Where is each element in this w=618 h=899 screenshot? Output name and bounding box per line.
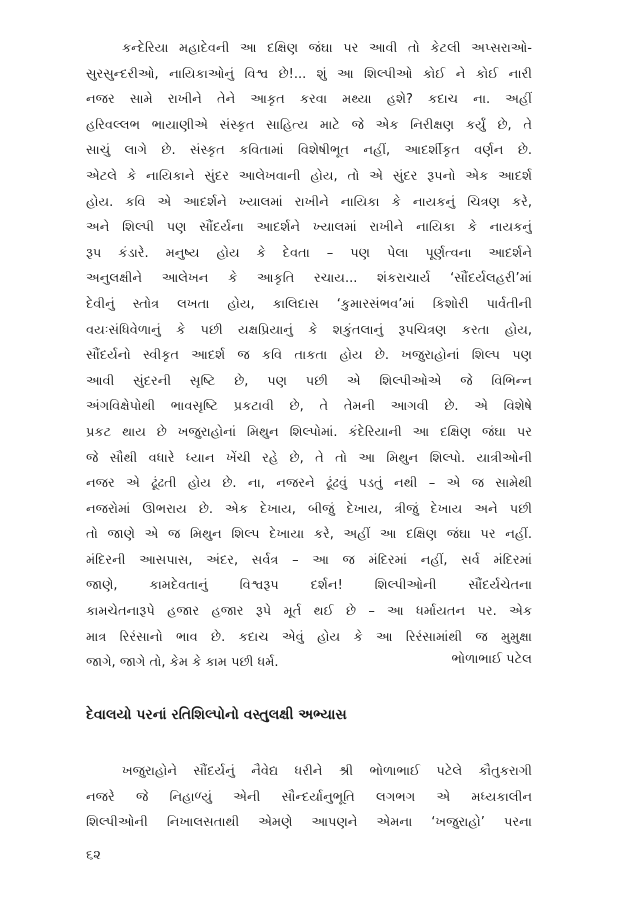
body-paragraph [86, 36, 532, 676]
section-heading: દેવાલયો પરનાં રતિશિલ્પોનો વસ્તુલક્ષી અભ્યાસ [86, 707, 347, 723]
text-line: હરિવલ્લભ ભાયાણીએ સંસ્કૃત સાહિત્ય માટે જે એક નિરીક્ષણ કર્યું છે, તે [86, 117, 532, 133]
author-signature: ભોળાભાઈ પટેલ [451, 652, 532, 667]
text-line: ખજુરાહોને સૌંદર્યનું નૈવેદ્ય ધરીને શ્રી ભોળાભાઈ પટેલે કૌતુકરાગી [122, 764, 532, 779]
text-line: નજરે જે નિહાળ્યું એની સૌન્દર્યાનુભૂતિ લગભગ એ મધ્યકાલીન [86, 789, 532, 805]
text-line: દેવીનું સ્તોત્ર લખતા હોય, કાલિદાસ ‘કુમારસંભવ’માં કિશોરી પાર્વતીની [86, 296, 532, 312]
text-line: જે સૌથી વધારે ધ્યાન ખેંચી રહે છે, તે તો આ મિથુન શિલ્પો. યાત્રીઓની [86, 450, 532, 466]
page-number: ૬૨ [86, 848, 101, 863]
text-line: સાચું લાગે છે. સંસ્કૃત કવિતામાં વિશેષીભૂત નહીં, આદર્શીકૃત વર્ણન છે. [86, 143, 532, 159]
text-line: અનુલક્ષીને આલેખન કે આકૃતિ રચાય... શંકરાચાર્ય ‘સૌંદર્યલહરી’માં [86, 271, 532, 287]
text-line: માત્ર રિરંસાનો ભાવ છે. કદાચ એવું હોય કે આ રિરંસામાંથી જ મુમુક્ષા [86, 629, 532, 645]
text-line: રૂપ કંડારે. મનુષ્ય હોય કે દેવતા – પણ પેલા પૂર્ણત્વના આદર્શને [86, 245, 532, 261]
text-line: મંદિરની આસપાસ, અંદર, સર્વત્ર – આ જ મંદિરમાં નહીં, સર્વ મંદિરમાં [86, 552, 532, 568]
text-line: પ્રકટ થાય છે ખજુરાહોનાં મિથુન શિલ્પોમાં. કંદેરિયાની આ દક્ષિણ જંઘા પર [86, 424, 532, 440]
text-line: જાણે, કામદેવતાનું વિશ્વરૂપ દર્શન! શિલ્પીઓની સૌંદર્યચેતના [86, 578, 532, 594]
text-line: કન્દેરિયા મહાદેવની આ દક્ષિણ જંઘા પર આવી તો કેટલી અપ્સરાઓ- [122, 41, 532, 56]
text-line: અને શિલ્પી પણ સૌંદર્યના આદર્શને ખ્યાલમાં રાખીને નાયિકા કે નાયકનું [86, 220, 532, 236]
text-line: સૌંદર્યનો સ્વીકૃત આદર્શ જ કવિ તાકતા હોય છે. ખજુરાહોનાં શિલ્પ પણ [86, 348, 532, 364]
text-line: આવી સુંદરની સૃષ્ટિ છે, પણ પછી એ શિલ્પીઓએ જે વિભિન્ન [86, 373, 532, 389]
text-line: નજરોમાં ઊભરાય છે. એક દેખાય, બીજું દેખાય, ત્રીજું દેખાય અને પછી [86, 501, 532, 517]
text-line: અંગવિક્ષેપોથી ભાવસૃષ્ટિ પ્રકટાવી છે, તે તેમની આગવી છે. એ વિશેષે [86, 399, 532, 415]
text-line: કામચેતનારૂપે હજાર હજાર રૂપે મૂર્ત થઈ છે – આ ધર્માયતન પર. એક [86, 604, 532, 620]
text-line: સુરસુન્દરીઓ, નાયિકાઓનું વિશ્વ છે!... શું આ શિલ્પીઓ કોઈ ને કોઈ નારી [86, 66, 532, 82]
text-line: જાગે, જાગે તો, કેમ કે કામ પછી ધર્મ. [86, 655, 279, 671]
text-line: હોય. કવિ એ આદર્શને ખ્યાલમાં રાખીને નાયિકા કે નાયકનું ચિત્રણ કરે, [86, 194, 532, 210]
text-line: એટલે કે નાયિકાને સુંદર આલેખવાની હોય, તો એ સુંદર રૂપનો એક આદર્શ [86, 168, 532, 184]
body-paragraph [86, 759, 532, 836]
text-line: નજર સામે રાખીને તેને આકૃત કરવા મથ્યા હશે? કદાચ ના. અહીં [86, 92, 532, 108]
text-line: વયઃસંધિવેળાનું કે પછી યક્ષપ્રિયાનું કે શકુંતલાનું રૂપચિત્રણ કરતા હોય, [86, 322, 532, 338]
text-line: નજર એ ઢૂંઢતી હોય છે. ના, નજરને ઢૂંઢવું પડતું નથી – એ જ સામેથી [86, 476, 532, 492]
text-line: શિલ્પીઓની નિખાલસતાથી એમણે આપણને એમના ‘ખજુરાહો’ પરના [86, 815, 532, 831]
text-line: તો જાણે એ જ મિથુન શિલ્પ દેખાયા કરે, અહીં આ દક્ષિણ જંઘા પર નહીં. [86, 527, 532, 543]
